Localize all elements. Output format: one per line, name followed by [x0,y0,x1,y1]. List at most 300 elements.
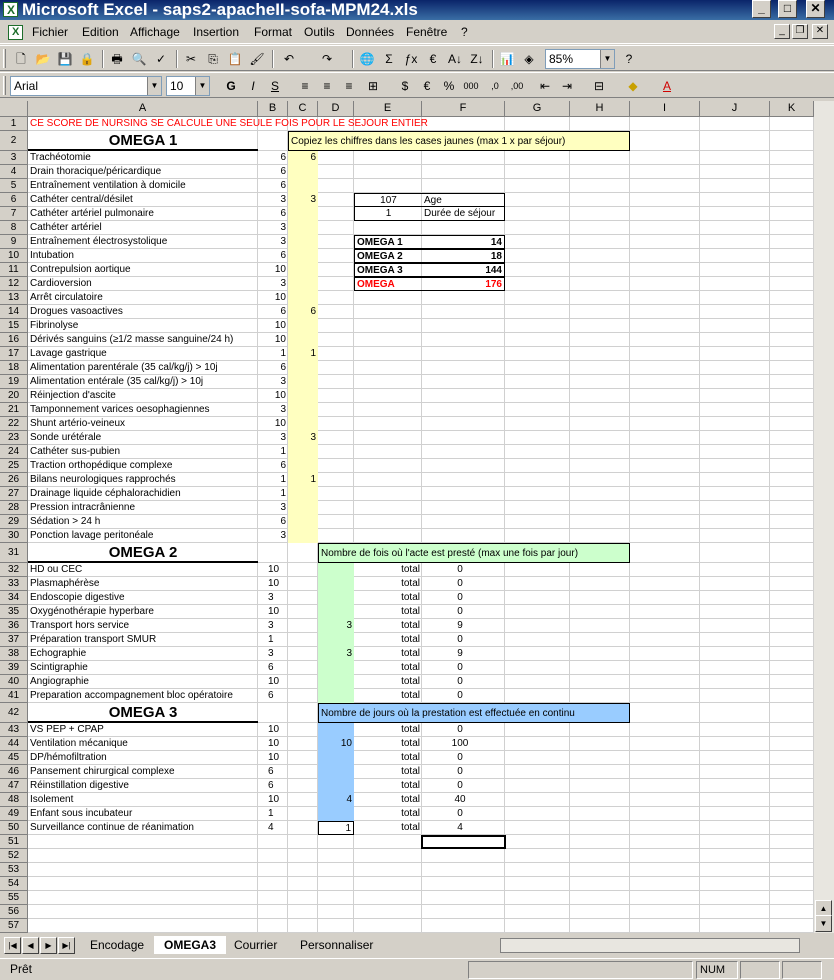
total-label[interactable]: total [401,808,420,819]
column-header[interactable]: F [422,101,505,117]
item-input[interactable]: 3 [318,647,354,661]
row-header[interactable]: 11 [0,263,28,277]
total-value[interactable]: 9 [457,648,463,659]
item-weight[interactable]: 1 [268,808,274,819]
item-input[interactable] [318,751,354,765]
item-label[interactable]: Drain thoracique/péricardique [30,166,162,177]
item-input[interactable] [288,459,318,473]
decrease-indent-icon[interactable]: ⇤ [539,79,551,93]
omega1-title[interactable]: OMEGA 1 [28,131,258,151]
item-weight[interactable]: 6 [280,250,286,261]
font-color-icon[interactable]: A [662,79,671,93]
item-label[interactable]: Cathéter sus-pubien [30,446,121,457]
row-header[interactable]: 55 [0,891,28,905]
column-header[interactable]: G [505,101,570,117]
summary-value[interactable]: 176 [422,277,505,291]
hyperlink-icon[interactable]: 🌐 [359,52,375,66]
spelling-icon[interactable]: ✓ [155,52,167,66]
total-label[interactable]: total [401,794,420,805]
row-header[interactable]: 1 [0,117,28,131]
item-input[interactable]: 3 [318,619,354,633]
item-label[interactable]: Bilans neurologiques rapprochés [30,474,176,485]
item-weight[interactable]: 10 [268,578,280,589]
row-header[interactable]: 51 [0,835,28,849]
omega2-title[interactable]: OMEGA 2 [28,543,258,563]
item-input[interactable] [288,403,318,417]
item-label[interactable]: Cathéter artériel [30,222,102,233]
menu-outils[interactable]: Outils [304,25,335,39]
horizontal-scrollbar[interactable] [500,938,800,953]
open-icon[interactable]: 📂 [35,52,51,66]
total-value[interactable]: 40 [454,794,466,805]
item-weight[interactable]: 3 [280,502,286,513]
item-label[interactable]: Pression intracrânienne [30,502,136,513]
item-weight[interactable]: 10 [274,418,286,429]
item-label[interactable]: Scintigraphie [30,662,88,673]
total-label[interactable]: total [401,822,420,833]
chevron-down-icon[interactable]: ▼ [195,77,209,95]
notice-text[interactable]: CE SCORE DE NURSING SE CALCULE UNE SEULE FOIS POUR LE SEJOUR ENTIER [30,118,428,129]
row-header[interactable]: 30 [0,529,28,543]
item-label[interactable]: Cathéter central/désilet [30,194,133,205]
item-input[interactable]: 10 [318,737,354,751]
item-weight[interactable]: 10 [274,264,286,275]
item-label[interactable]: Isolement [30,794,74,805]
item-input[interactable] [288,277,318,291]
menu-affichage[interactable]: Affichage [130,25,180,39]
item-input[interactable] [318,675,354,689]
column-header[interactable]: I [630,101,700,117]
row-header[interactable]: 43 [0,723,28,737]
row-header[interactable]: 54 [0,877,28,891]
row-header[interactable]: 5 [0,179,28,193]
total-label[interactable]: total [401,662,420,673]
omega2-instructions[interactable]: Nombre de fois où l'acte est presté (max une fois par jour) [318,543,630,563]
column-header[interactable]: H [570,101,630,117]
doc-restore-button[interactable]: ❐ [792,24,808,39]
increase-decimal-icon[interactable]: ,0 [491,81,499,91]
total-label[interactable]: total [401,676,420,687]
column-header[interactable]: A [28,101,258,117]
item-input[interactable] [318,605,354,619]
row-header[interactable]: 4 [0,165,28,179]
item-weight[interactable]: 3 [280,194,286,205]
total-label[interactable]: total [401,592,420,603]
item-weight[interactable]: 6 [280,166,286,177]
item-label[interactable]: DP/hémofiltration [30,752,107,763]
item-label[interactable]: Alimentation parentérale (35 cal/kg/j) > 10j [30,362,218,373]
help-icon[interactable]: ? [625,52,633,66]
total-label[interactable]: total [401,724,420,735]
summary-value[interactable]: 14 [422,235,505,249]
total-value[interactable]: 0 [457,662,463,673]
first-sheet-button[interactable]: |◀ [4,937,21,954]
column-header[interactable]: C [288,101,318,117]
sort-descending-icon[interactable]: Z↓ [470,52,484,66]
row-header[interactable]: 22 [0,417,28,431]
row-header[interactable]: 2 [0,131,28,151]
total-value[interactable]: 0 [457,606,463,617]
item-label[interactable]: Angiographie [30,676,89,687]
zoom-select[interactable] [545,49,615,69]
total-value[interactable]: 0 [457,592,463,603]
row-header[interactable]: 20 [0,389,28,403]
item-label[interactable]: Lavage gastrique [30,348,107,359]
item-weight[interactable]: 4 [268,822,274,833]
item-label[interactable]: Oxygénothérapie hyperbare [30,606,154,617]
currency-icon[interactable]: $ [401,79,409,93]
item-input[interactable] [318,591,354,605]
item-label[interactable]: Enfant sous incubateur [30,808,133,819]
paste-icon[interactable]: 📋 [227,52,243,66]
row-header[interactable]: 24 [0,445,28,459]
decrease-decimal-icon[interactable]: ,00 [510,81,524,91]
total-value[interactable]: 0 [457,780,463,791]
select-all-corner[interactable] [0,101,28,117]
format-painter-icon[interactable]: 🖌 [249,52,265,66]
item-weight[interactable]: 10 [274,292,286,303]
item-input[interactable]: 4 [318,793,354,807]
row-header[interactable]: 49 [0,807,28,821]
item-label[interactable]: Alimentation entérale (35 cal/kg/j) > 10j [30,376,204,387]
item-input[interactable]: 3 [288,193,318,207]
item-label[interactable]: Surveillance continue de réanimation [30,822,194,833]
item-label[interactable]: Tamponnement varices oesophagiennes [30,404,210,415]
item-weight[interactable]: 10 [268,724,280,735]
item-weight[interactable]: 6 [280,306,286,317]
column-header[interactable]: B [258,101,288,117]
item-label[interactable]: Intubation [30,250,74,261]
euro-icon[interactable]: € [423,79,431,93]
item-label[interactable]: Ventilation mécanique [30,738,128,749]
total-value[interactable]: 0 [457,690,463,701]
workbook-icon[interactable] [8,25,23,40]
item-input[interactable] [288,501,318,515]
item-weight[interactable]: 3 [280,432,286,443]
row-header[interactable]: 40 [0,675,28,689]
item-input[interactable] [318,765,354,779]
row-header[interactable]: 32 [0,563,28,577]
item-input[interactable] [288,249,318,263]
scroll-up-button[interactable]: ▲ [815,900,832,917]
print-icon[interactable]: 🖶 [111,52,123,66]
item-weight[interactable]: 6 [280,460,286,471]
row-header[interactable]: 8 [0,221,28,235]
row-header[interactable]: 19 [0,375,28,389]
item-input[interactable]: 1 [288,473,318,487]
item-input[interactable]: 6 [288,305,318,319]
chart-wizard-icon[interactable]: 📊 [499,52,515,66]
total-value[interactable]: 0 [457,634,463,645]
item-label[interactable]: Entraînement ventilation à domicile [30,180,186,191]
item-input[interactable] [288,263,318,277]
item-label[interactable]: HD ou CEC [30,564,83,575]
item-input[interactable] [288,417,318,431]
item-weight[interactable]: 10 [268,738,280,749]
row-header[interactable]: 46 [0,765,28,779]
summary-label[interactable]: OMEGA 1 [354,235,422,249]
item-weight[interactable]: 6 [280,362,286,373]
row-header[interactable]: 35 [0,605,28,619]
omega1-instructions[interactable]: Copiez les chiffres dans les cases jaunes (max 1 x par séjour) [288,131,630,151]
item-label[interactable]: Shunt artério-veineux [30,418,126,429]
age-label[interactable]: Age [422,193,505,207]
item-weight[interactable]: 6 [268,780,274,791]
cut-icon[interactable]: ✂ [185,52,197,66]
item-input[interactable] [318,779,354,793]
summary-value[interactable]: 18 [422,249,505,263]
item-weight[interactable]: 3 [268,648,274,659]
item-input[interactable]: 1 [318,821,354,835]
row-header[interactable]: 9 [0,235,28,249]
thousands-icon[interactable]: 000 [463,81,479,91]
stay-value[interactable]: 1 [354,207,422,221]
item-input[interactable] [318,689,354,703]
column-header[interactable]: J [700,101,770,117]
row-header[interactable]: 6 [0,193,28,207]
stay-label[interactable]: Durée de séjour [422,207,505,221]
item-input[interactable] [318,723,354,737]
total-value[interactable]: 4 [457,822,463,833]
row-header[interactable]: 48 [0,793,28,807]
item-label[interactable]: Préparation transport SMUR [30,634,157,645]
total-label[interactable]: total [401,780,420,791]
item-input[interactable] [318,577,354,591]
summary-value[interactable]: 144 [422,263,505,277]
omega3-title[interactable]: OMEGA 3 [28,703,258,723]
item-weight[interactable]: 1 [280,348,286,359]
item-weight[interactable]: 3 [280,404,286,415]
item-weight[interactable]: 10 [268,606,280,617]
item-input[interactable]: 6 [288,151,318,165]
item-weight[interactable]: 10 [268,794,280,805]
item-label[interactable]: Cardioversion [30,278,92,289]
item-weight[interactable]: 1 [280,446,286,457]
row-header[interactable]: 45 [0,751,28,765]
item-weight[interactable]: 10 [274,334,286,345]
toolbar-grip[interactable] [3,76,6,95]
item-input[interactable] [288,179,318,193]
item-label[interactable]: Réinstillation digestive [30,780,129,791]
increase-indent-icon[interactable]: ⇥ [561,79,573,93]
doc-close-button[interactable]: ✕ [812,24,828,39]
row-header[interactable]: 3 [0,151,28,165]
spreadsheet-grid[interactable] [0,101,814,933]
item-label[interactable]: Réinjection d'ascite [30,390,116,401]
menu-donnees[interactable]: Données [346,25,395,39]
total-label[interactable]: total [401,766,420,777]
item-label[interactable]: Preparation accompagnement bloc opératoire [30,690,233,701]
toolbar-grip[interactable] [3,49,6,68]
euro-convert-icon[interactable]: € [429,52,437,66]
item-weight[interactable]: 3 [268,620,274,631]
tab-courrier[interactable]: Courrier [234,938,278,952]
item-input[interactable] [288,529,318,543]
merge-center-icon[interactable]: ⊞ [367,79,379,93]
column-header[interactable]: D [318,101,354,117]
item-label[interactable]: Drogues vasoactives [30,306,123,317]
row-header[interactable]: 31 [0,543,28,563]
item-input[interactable] [288,389,318,403]
total-value[interactable]: 0 [457,766,463,777]
italic-icon[interactable]: I [251,79,255,93]
total-label[interactable]: total [401,752,420,763]
item-weight[interactable]: 10 [274,390,286,401]
sort-ascending-icon[interactable]: A↓ [447,52,462,66]
total-label[interactable]: total [401,634,420,645]
row-header[interactable]: 44 [0,737,28,751]
row-header[interactable]: 13 [0,291,28,305]
close-button[interactable]: ✕ [806,0,825,18]
redo-icon[interactable]: ↷ [321,52,333,66]
total-value[interactable]: 0 [457,724,463,735]
active-cell-selection[interactable] [421,835,506,849]
scroll-down-button[interactable]: ▼ [815,915,832,932]
permission-icon[interactable]: 🔒 [79,52,95,66]
menu-help[interactable]: ? [461,25,468,39]
item-input[interactable] [288,333,318,347]
total-label[interactable]: total [401,690,420,701]
total-label[interactable]: total [401,578,420,589]
row-header[interactable]: 12 [0,277,28,291]
doc-minimize-button[interactable]: _ [774,24,790,39]
item-input[interactable] [288,375,318,389]
autosum-icon[interactable]: Σ [385,52,393,66]
prev-sheet-button[interactable]: ◀ [22,937,39,954]
vertical-scrollbar[interactable] [814,101,834,933]
item-input[interactable] [288,207,318,221]
summary-label[interactable]: OMEGA 3 [354,263,422,277]
row-header[interactable]: 42 [0,703,28,723]
item-weight[interactable]: 6 [280,180,286,191]
item-label[interactable]: Cathéter artériel pulmonaire [30,208,154,219]
omega3-instructions[interactable]: Nombre de jours où la prestation est effectuée en continu [318,703,630,723]
row-header[interactable]: 15 [0,319,28,333]
row-header[interactable]: 37 [0,633,28,647]
item-label[interactable]: Ponction lavage peritonéale [30,530,154,541]
align-center-icon[interactable]: ≡ [323,79,331,93]
item-label[interactable]: Fibrinolyse [30,320,79,331]
item-weight[interactable]: 1 [268,634,274,645]
row-header[interactable]: 18 [0,361,28,375]
font-size-select[interactable] [166,76,210,96]
column-header[interactable]: E [354,101,422,117]
total-label[interactable]: total [401,606,420,617]
menu-insertion[interactable]: Insertion [193,25,240,39]
item-weight[interactable]: 6 [280,516,286,527]
tab-personnaliser[interactable]: Personnaliser [300,938,374,952]
row-header[interactable]: 10 [0,249,28,263]
row-header[interactable]: 23 [0,431,28,445]
row-header[interactable]: 39 [0,661,28,675]
drawing-icon[interactable]: ◈ [524,52,534,66]
row-header[interactable]: 34 [0,591,28,605]
total-value[interactable]: 100 [451,738,469,749]
total-value[interactable]: 0 [457,578,463,589]
item-label[interactable]: Drainage liquide céphalorachidien [30,488,181,499]
next-sheet-button[interactable]: ▶ [40,937,57,954]
item-label[interactable]: Sédation > 24 h [30,516,101,527]
function-icon[interactable]: ƒx [404,52,418,66]
item-label[interactable]: Dérivés sanguins (≥1/2 masse sanguine/24 h) [30,334,234,345]
menu-format[interactable]: Format [254,25,293,39]
font-name-select[interactable] [10,76,162,96]
item-weight[interactable]: 1 [280,474,286,485]
item-label[interactable]: Arrêt circulatoire [30,292,103,303]
new-icon[interactable]: 🗋 [16,52,26,66]
row-header[interactable]: 36 [0,619,28,633]
print-preview-icon[interactable]: 🔍 [131,52,147,66]
row-header[interactable]: 25 [0,459,28,473]
item-label[interactable]: Endoscopie digestive [30,592,125,603]
bold-icon[interactable]: G [226,79,236,93]
item-label[interactable]: Contrepulsion aortique [30,264,131,275]
item-input[interactable] [318,633,354,647]
total-label[interactable]: total [401,648,420,659]
item-weight[interactable]: 6 [280,208,286,219]
age-value[interactable]: 107 [354,193,422,207]
item-label[interactable]: VS PEP + CPAP [30,724,104,735]
minimize-button[interactable]: _ [752,0,771,18]
item-weight[interactable]: 3 [280,530,286,541]
item-label[interactable]: Plasmaphérèse [30,578,100,589]
row-header[interactable]: 33 [0,577,28,591]
row-header[interactable]: 52 [0,849,28,863]
item-weight[interactable]: 6 [280,152,286,163]
tab-encodage[interactable]: Encodage [90,938,145,952]
item-input[interactable]: 1 [288,347,318,361]
item-weight[interactable]: 6 [268,766,274,777]
item-input[interactable] [288,487,318,501]
row-header[interactable]: 21 [0,403,28,417]
item-weight[interactable]: 6 [268,690,274,701]
menu-fenetre[interactable]: Fenêtre [406,25,448,39]
row-header[interactable]: 56 [0,905,28,919]
menu-edition[interactable]: Edition [82,25,119,39]
item-label[interactable]: Sonde urétérale [30,432,102,443]
fill-color-icon[interactable]: ◆ [628,79,638,93]
item-weight[interactable]: 3 [280,278,286,289]
total-value[interactable]: 0 [457,676,463,687]
row-header[interactable]: 57 [0,919,28,933]
item-weight[interactable]: 10 [268,676,280,687]
align-right-icon[interactable]: ≡ [345,79,353,93]
total-label[interactable]: total [401,620,420,631]
row-header[interactable]: 16 [0,333,28,347]
item-input[interactable] [288,221,318,235]
row-header[interactable]: 50 [0,821,28,835]
total-value[interactable]: 0 [457,564,463,575]
total-value[interactable]: 9 [457,620,463,631]
row-header[interactable]: 14 [0,305,28,319]
total-value[interactable]: 0 [457,808,463,819]
align-left-icon[interactable]: ≡ [301,79,309,93]
row-header[interactable]: 28 [0,501,28,515]
item-input[interactable] [288,235,318,249]
item-input[interactable] [288,291,318,305]
item-weight[interactable]: 3 [280,376,286,387]
item-input[interactable]: 3 [288,431,318,445]
item-input[interactable] [288,319,318,333]
item-label[interactable]: Echographie [30,648,87,659]
item-label[interactable]: Pansement chirurgical complexe [30,766,175,777]
item-weight[interactable]: 10 [268,564,280,575]
summary-label[interactable]: OMEGA [354,277,422,291]
item-label[interactable]: Entraînement électrosystolique [30,236,168,247]
item-label[interactable]: Transport hors service [30,620,130,631]
item-weight[interactable]: 10 [274,320,286,331]
item-weight[interactable]: 3 [280,236,286,247]
